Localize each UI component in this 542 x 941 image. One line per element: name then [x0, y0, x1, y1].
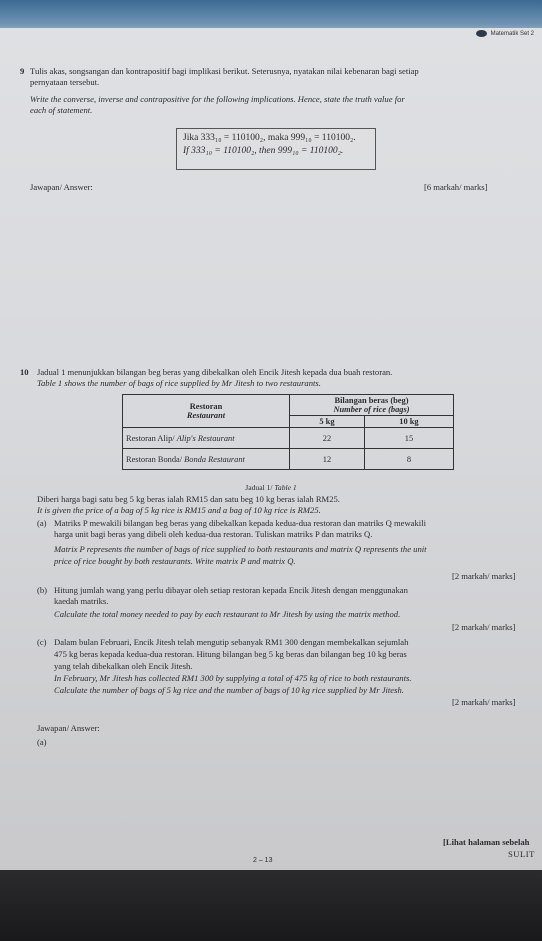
- row-name: [123, 449, 290, 470]
- header-bilangan: Bilangan beras (beg): [334, 396, 409, 405]
- q10-intro-ms: Jadual 1 menunjukkan bilangan beg beras yang dibekalkan oleh Encik Jitesh kepada dua buah restoran.: [37, 367, 393, 377]
- q10-intro-en: Table 1 shows the number of bags of rice supplied by Mr Jitesh to two restaurants.: [37, 378, 321, 388]
- table-caption: [0, 482, 542, 493]
- table-header-10kg: 10 kg: [364, 416, 453, 428]
- q9-instruction-en-2: each of statement.: [30, 105, 93, 115]
- publisher-logo-icon: [476, 30, 487, 37]
- q10a-label: (a): [37, 518, 47, 528]
- table-header-bags: [290, 395, 454, 416]
- row-5kg-value: 22: [290, 428, 365, 449]
- q10a-en-2: price of rice bought by both restaurants. Write matrix P and matrix Q.: [54, 556, 296, 566]
- table-header-5kg: 5 kg: [290, 416, 365, 428]
- header-restaurant: Restaurant: [186, 411, 226, 420]
- header-restoran: Restoran: [189, 402, 223, 411]
- header-text: Matematik Set 2: [490, 31, 534, 38]
- q9-number: 9: [20, 66, 25, 76]
- row-10kg-value: 15: [364, 428, 453, 449]
- q10c-label: (c): [37, 637, 47, 647]
- footer-page-number: 2 – 13: [253, 857, 273, 864]
- row-name-ms: Restoran Bonda/: [126, 454, 185, 464]
- q10a-en-1: Matrix P represents the number of bags of rice supplied to both restaurants and matrix Q represents the unit: [54, 544, 427, 554]
- row-name-ms: Restoran Alip/: [126, 433, 177, 443]
- row-name-en: Alip's Restaurant: [176, 433, 235, 443]
- q10a-marks: [2 markah/ marks]: [452, 571, 516, 581]
- q10a-ms-1: Matriks P mewakili bilangan beg beras yang dibekalkan kepada kedua-dua restoran dan matriks Q mewakili: [54, 518, 426, 528]
- row-5kg-value: 12: [290, 449, 365, 470]
- q10c-marks: [2 markah/ marks]: [452, 697, 516, 707]
- q10b-ms-2: kaedah matriks.: [54, 596, 109, 606]
- q10b-en-1: Calculate the total money needed to pay by each restaurant to Mr Jitesh by using the matrix method.: [54, 609, 401, 619]
- background-bottom: [0, 870, 542, 941]
- q10b-label: (b): [37, 585, 48, 595]
- q9-implication-ms: Jika 333₁₀ = 110100₂, maka 999₁₀ = 110100₂.: [183, 133, 356, 143]
- row-name-en: Bonda Restaurant: [184, 454, 245, 464]
- table-row: [123, 449, 454, 470]
- q10c-en-2: Calculate the number of bags of 5 kg rice and the number of bags of 10 kg rice supplied by Mr Jitesh.: [54, 685, 404, 695]
- q10a-ms-2: harga unit bagi beras yang dibeli oleh kedua-dua restoran. Tuliskan matriks P dan matriks Q.: [54, 529, 373, 539]
- q9-instruction-ms-1: Tulis akas, songsangan dan kontrapositif bagi implikasi berikut. Seterusnya, nyatakan nilai kebenaran bagi setiap: [30, 66, 419, 76]
- q9-answer-label: Jawapan/ Answer:: [30, 182, 93, 192]
- q9-marks: [6 markah/ marks]: [424, 182, 488, 192]
- page-header: [476, 30, 534, 37]
- q10c-ms-1: Dalam bulan Februari, Encik Jitesh telah mengutip sebanyak RM1 300 dengan membekalkan sejumlah: [54, 637, 409, 647]
- q10c-ms-3: yang telah dibekalkan oleh Encik Jitesh.: [54, 661, 193, 671]
- q10b-marks: [2 markah/ marks]: [452, 622, 516, 632]
- table-row: [123, 428, 454, 449]
- q9-instruction-ms-2: pernyataan tersebut.: [30, 77, 100, 87]
- footer-next-page: [Lihat halaman sebelah: [443, 837, 530, 847]
- table-header-restaurant: [123, 395, 290, 428]
- q10c-ms-2: 475 kg beras kepada kedua-dua restoran. Hitung bilangan beg 5 kg beras dan bilangan beg 10 kg beras: [54, 649, 407, 659]
- q9-implication-en: If 333₁₀ = 110100₂, then 999₁₀ = 110100₂.: [183, 146, 344, 156]
- q10-given-ms: Diberi harga bagi satu beg 5 kg beras ialah RM15 dan satu beg 10 kg beras ialah RM25.: [37, 494, 340, 504]
- footer-sulit: SULIT: [508, 849, 535, 859]
- rice-supply-table: [122, 394, 454, 470]
- row-name: [123, 428, 290, 449]
- q9-instruction-en-1: Write the converse, inverse and contrapositive for the following implications. Hence, state the truth value for: [30, 94, 405, 104]
- row-10kg-value: 8: [364, 449, 453, 470]
- q10-number: 10: [20, 367, 29, 377]
- q10-answer-label: Jawapan/ Answer:: [37, 723, 100, 733]
- q10-answer-a: (a): [37, 737, 47, 747]
- q10-given-en: It is given the price of a bag of 5 kg rice is RM15 and a bag of 10 kg rice is RM25.: [37, 505, 321, 515]
- q10b-ms-1: Hitung jumlah wang yang perlu dibayar oleh setiap restoran kepada Encik Jitesh dengan menggunakan: [54, 585, 408, 595]
- header-number: Number of rice (bags): [333, 405, 410, 414]
- caption-ms: Jadual 1/: [245, 483, 275, 492]
- caption-en: Table 1: [274, 483, 297, 492]
- q10c-en-1: In February, Mr Jitesh has collected RM1 300 by supplying a total of 475 kg of rice to both restaurants.: [54, 673, 412, 683]
- q9-implication-box: [176, 128, 376, 170]
